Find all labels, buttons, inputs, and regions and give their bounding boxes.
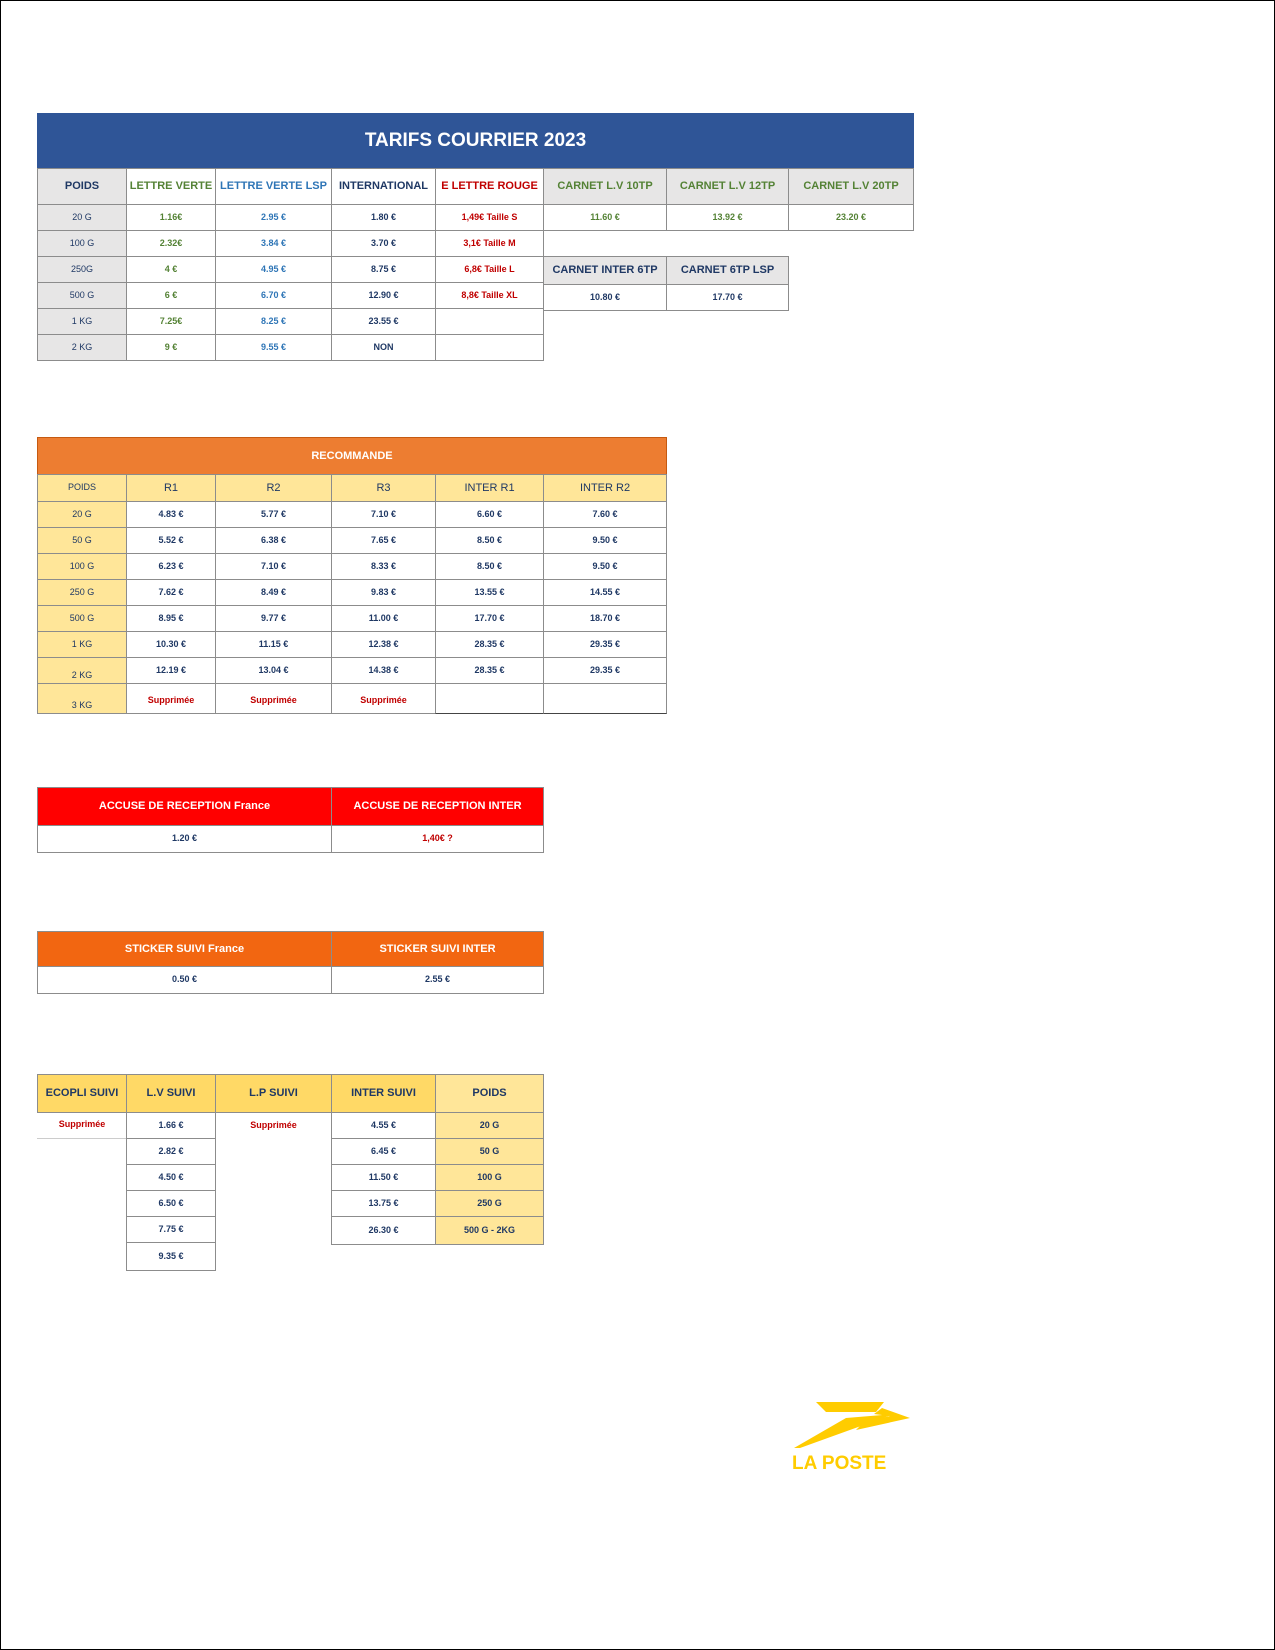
reco-r1-cell: 12.19 € xyxy=(126,657,216,684)
tarifs-rouge-cell: 3,1€ Taille M xyxy=(435,230,544,257)
tarifs-intl-cell: 23.55 € xyxy=(331,308,436,335)
la-poste-logo xyxy=(786,1400,916,1480)
reco-poids-cell: 1 KG xyxy=(37,631,127,658)
reco-r3-cell: 9.83 € xyxy=(331,579,436,606)
tarifs-poids-cell: 100 G xyxy=(37,230,127,257)
tarifs-poids-cell: 500 G xyxy=(37,282,127,309)
reco-inter-r1-cell: 8.50 € xyxy=(435,553,544,580)
reco-r2-cell: 13.04 € xyxy=(215,657,332,684)
la-poste-bird-icon xyxy=(786,1400,916,1452)
tarifs-intl-cell: NON xyxy=(331,334,436,361)
header-carnet-10tp: CARNET L.V 10TP xyxy=(543,168,667,205)
reco-inter-r1-cell: 13.55 € xyxy=(435,579,544,606)
header-poids: POIDS xyxy=(37,168,127,205)
tarifs-poids-cell: 2 KG xyxy=(37,334,127,361)
reco-header-r1: R1 xyxy=(126,474,216,502)
reco-r1-cell: 8.95 € xyxy=(126,605,216,632)
tarifs-intl-cell: 8.75 € xyxy=(331,256,436,283)
suivi-poids-cell: 100 G xyxy=(435,1164,544,1191)
tarifs-poids-cell: 250G xyxy=(37,256,127,283)
header-lettre-verte: LETTRE VERTE xyxy=(126,168,216,205)
tarifs-lsp-cell: 2.95 € xyxy=(215,204,332,231)
reco-r3-cell: 8.33 € xyxy=(331,553,436,580)
reco-inter-r1-cell xyxy=(435,683,544,714)
tarifs-lsp-cell: 9.55 € xyxy=(215,334,332,361)
reco-poids-cell: 250 G xyxy=(37,579,127,606)
reco-inter-r2-cell: 7.60 € xyxy=(543,501,667,528)
reco-r2-cell: 8.49 € xyxy=(215,579,332,606)
suivi-poids-cell: 250 G xyxy=(435,1190,544,1217)
reco-inter-r1-cell: 28.35 € xyxy=(435,631,544,658)
carnet-20tp-value: 23.20 € xyxy=(788,204,914,231)
reco-poids-cell: 500 G xyxy=(37,605,127,632)
tarifs-lsp-cell: 6.70 € xyxy=(215,282,332,309)
reco-header-r3: R3 xyxy=(331,474,436,502)
accuse-inter-header: ACCUSE DE RECEPTION INTER xyxy=(331,787,544,826)
reco-r3-cell: 11.00 € xyxy=(331,605,436,632)
carnet-12tp-value: 13.92 € xyxy=(666,204,789,231)
recommande-title: RECOMMANDE xyxy=(37,437,667,475)
reco-r1-cell: 4.83 € xyxy=(126,501,216,528)
sticker-inter-value: 2.55 € xyxy=(331,966,544,994)
reco-poids-cell: 3 KG xyxy=(37,683,127,714)
tarifs-rouge-cell xyxy=(435,334,544,361)
tarifs-lv-cell: 9 € xyxy=(126,334,216,361)
reco-inter-r2-cell: 29.35 € xyxy=(543,657,667,684)
reco-r3-cell: 14.38 € xyxy=(331,657,436,684)
tarifs-poids-cell: 20 G xyxy=(37,204,127,231)
reco-r2-cell: 6.38 € xyxy=(215,527,332,554)
tarifs-intl-cell: 3.70 € xyxy=(331,230,436,257)
tarifs-rouge-cell xyxy=(435,308,544,335)
suivi-lv-cell: 2.82 € xyxy=(126,1138,216,1165)
accuse-france-value: 1.20 € xyxy=(37,825,332,853)
carnet-inter-6tp-value: 10.80 € xyxy=(543,284,667,311)
header-carnet-inter-6tp: CARNET INTER 6TP xyxy=(543,256,667,285)
suivi-inter-cell: 4.55 € xyxy=(331,1112,436,1139)
header-lettre-verte-lsp: LETTRE VERTE LSP xyxy=(215,168,332,205)
reco-header-poids: POIDS xyxy=(37,474,127,502)
reco-r2-cell: Supprimée xyxy=(215,683,332,714)
accuse-france-header: ACCUSE DE RECEPTION France xyxy=(37,787,332,826)
tarifs-lsp-cell: 3.84 € xyxy=(215,230,332,257)
tarifs-poids-cell: 1 KG xyxy=(37,308,127,335)
suivi-lp-value: Supprimée xyxy=(250,1119,297,1130)
tarifs-lv-cell: 4 € xyxy=(126,256,216,283)
reco-inter-r1-cell: 28.35 € xyxy=(435,657,544,684)
suivi-lv-cell: 4.50 € xyxy=(126,1164,216,1191)
sticker-france-value: 0.50 € xyxy=(37,966,332,994)
suivi-lv-cell: 1.66 € xyxy=(126,1112,216,1139)
sticker-inter-header: STICKER SUIVI INTER xyxy=(331,931,544,967)
tarifs-rouge-cell: 1,49€ Taille S xyxy=(435,204,544,231)
suivi-lv-cell: 9.35 € xyxy=(126,1242,216,1271)
suivi-header-poids: POIDS xyxy=(435,1074,544,1113)
tarifs-intl-cell: 1.80 € xyxy=(331,204,436,231)
reco-inter-r2-cell: 9.50 € xyxy=(543,527,667,554)
tarifs-rouge-cell: 8,8€ Taille XL xyxy=(435,282,544,309)
reco-r1-cell: 7.62 € xyxy=(126,579,216,606)
tarifs-lsp-cell: 4.95 € xyxy=(215,256,332,283)
tarifs-lv-cell: 6 € xyxy=(126,282,216,309)
suivi-lv-cell: 7.75 € xyxy=(126,1216,216,1243)
reco-poids-cell: 100 G xyxy=(37,553,127,580)
suivi-header-ecopli: ECOPLI SUIVI xyxy=(37,1074,127,1113)
header-carnet-6tp-lsp: CARNET 6TP LSP xyxy=(666,256,789,285)
tarifs-title: TARIFS COURRIER 2023 xyxy=(37,113,914,169)
reco-inter-r2-cell: 18.70 € xyxy=(543,605,667,632)
reco-r1-cell: 10.30 € xyxy=(126,631,216,658)
header-carnet-12tp: CARNET L.V 12TP xyxy=(666,168,789,205)
suivi-inter-cell: 26.30 € xyxy=(331,1216,436,1245)
suivi-inter-cell: 11.50 € xyxy=(331,1164,436,1191)
sticker-france-header: STICKER SUIVI France xyxy=(37,931,332,967)
tarifs-intl-cell: 12.90 € xyxy=(331,282,436,309)
reco-inter-r1-cell: 8.50 € xyxy=(435,527,544,554)
tarifs-rouge-cell: 6,8€ Taille L xyxy=(435,256,544,283)
reco-r1-cell: Supprimée xyxy=(126,683,216,714)
suivi-poids-cell: 20 G xyxy=(435,1112,544,1139)
reco-header-r2: R2 xyxy=(215,474,332,502)
suivi-header-lp: L.P SUIVI xyxy=(215,1074,332,1113)
reco-inter-r1-cell: 6.60 € xyxy=(435,501,544,528)
reco-inter-r2-cell xyxy=(543,683,667,714)
suivi-inter-cell: 6.45 € xyxy=(331,1138,436,1165)
reco-r3-cell: 7.10 € xyxy=(331,501,436,528)
reco-r3-cell: 7.65 € xyxy=(331,527,436,554)
suivi-ecopli-value: Supprimée xyxy=(37,1112,127,1139)
reco-r3-cell: Supprimée xyxy=(331,683,436,714)
carnet-10tp-value: 11.60 € xyxy=(543,204,667,231)
reco-poids-cell: 2 KG xyxy=(37,657,127,684)
accuse-inter-value: 1,40€ ? xyxy=(331,825,544,853)
suivi-poids-cell: 500 G - 2KG xyxy=(435,1216,544,1245)
reco-inter-r2-cell: 29.35 € xyxy=(543,631,667,658)
tarifs-lsp-cell: 8.25 € xyxy=(215,308,332,335)
reco-poids-cell: 20 G xyxy=(37,501,127,528)
reco-r2-cell: 7.10 € xyxy=(215,553,332,580)
tarifs-lv-cell: 2.32€ xyxy=(126,230,216,257)
reco-inter-r2-cell: 14.55 € xyxy=(543,579,667,606)
reco-inter-r2-cell: 9.50 € xyxy=(543,553,667,580)
reco-header-inter-r1: INTER R1 xyxy=(435,474,544,502)
reco-r2-cell: 11.15 € xyxy=(215,631,332,658)
tarifs-lv-cell: 1.16€ xyxy=(126,204,216,231)
reco-poids-cell: 50 G xyxy=(37,527,127,554)
suivi-header-lv: L.V SUIVI xyxy=(126,1074,216,1113)
reco-header-inter-r2: INTER R2 xyxy=(543,474,667,502)
suivi-inter-cell: 13.75 € xyxy=(331,1190,436,1217)
header-carnet-20tp: CARNET L.V 20TP xyxy=(788,168,914,205)
reco-inter-r1-cell: 17.70 € xyxy=(435,605,544,632)
header-e-lettre-rouge: E LETTRE ROUGE xyxy=(435,168,544,205)
reco-r1-cell: 6.23 € xyxy=(126,553,216,580)
carnet-6tp-lsp-value: 17.70 € xyxy=(666,284,789,311)
suivi-poids-cell: 50 G xyxy=(435,1138,544,1165)
reco-r2-cell: 5.77 € xyxy=(215,501,332,528)
tarifs-lv-cell: 7.25€ xyxy=(126,308,216,335)
suivi-header-inter: INTER SUIVI xyxy=(331,1074,436,1113)
reco-r3-cell: 12.38 € xyxy=(331,631,436,658)
la-poste-wordmark: LA POSTE xyxy=(792,1453,887,1474)
reco-r2-cell: 9.77 € xyxy=(215,605,332,632)
suivi-lv-cell: 6.50 € xyxy=(126,1190,216,1217)
header-international: INTERNATIONAL xyxy=(331,168,436,205)
reco-r1-cell: 5.52 € xyxy=(126,527,216,554)
